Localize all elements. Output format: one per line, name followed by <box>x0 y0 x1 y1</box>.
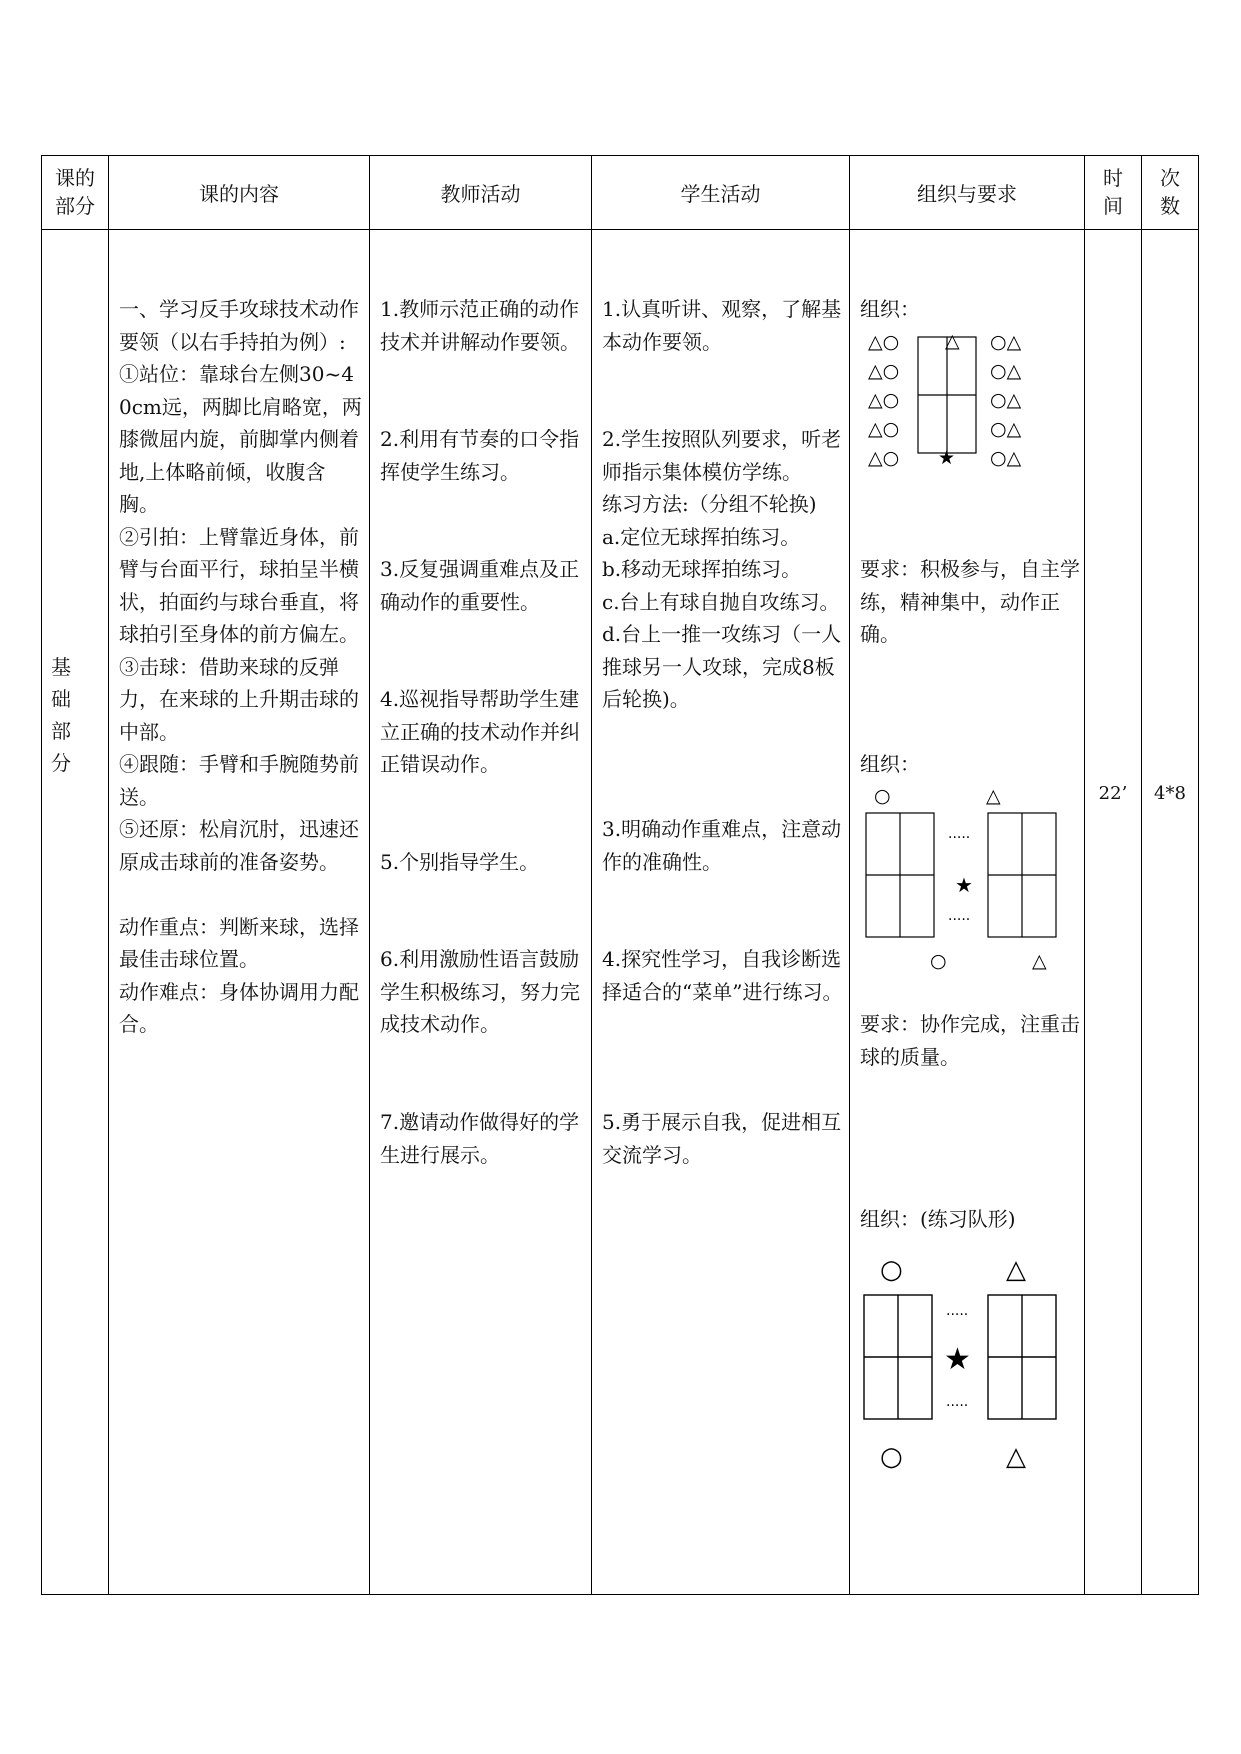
count-value: 4*8 <box>1154 783 1186 804</box>
header-time-line: 间 <box>1103 194 1123 218</box>
org-requirement-2: 要求：协作完成，注重击球的质量。 <box>860 1012 1080 1069</box>
triangle-symbol: △ <box>986 785 1001 807</box>
table-border-bottom <box>41 1594 1199 1595</box>
column-divider <box>1141 155 1142 1595</box>
org-label-1: 组织： <box>860 297 920 321</box>
teacher-activity-7: 7.邀请动作做得好的学生进行展示。 <box>380 1110 580 1167</box>
student-activity-4: 4.探究性学习，自我诊断选择适合的“菜单”进行练习。 <box>602 947 843 1004</box>
triangle-symbol: △ <box>945 330 960 352</box>
student-symbols: ○△ <box>990 360 1022 382</box>
time-value: 22’ <box>1098 783 1128 804</box>
dots: ..... <box>948 826 971 842</box>
formation-diagram-1-svg <box>860 325 1080 480</box>
circle-symbol: ○ <box>880 1255 903 1285</box>
table-border-left <box>41 155 42 1595</box>
header-teacher: 教师活动 <box>440 181 521 206</box>
teacher-activity-3: 3.反复强调重难点及正确动作的重要性。 <box>380 557 580 614</box>
column-divider <box>1084 155 1085 1595</box>
column-divider <box>369 155 370 1595</box>
header-part <box>42 155 108 229</box>
teacher-activity-1: 1.教师示范正确的动作技术并讲解动作要领。 <box>380 297 580 354</box>
lesson-content: 一、学习反手攻球技术动作要领（以右手持拍为例）: ①站位：靠球台左侧30~40cm远，两脚比肩略宽，两膝微屈内旋，前脚掌内侧着地,上体略前倾，收腹含胸。 ②引拍：上臂靠近身体，前臂与台面平行，球拍呈半横状，拍面约与球台垂直，将球拍引至身体的前方偏左。 ③击球：借助来球的反弹力，在来球的上升期击球的中部。 ④跟随：手臂和手腕随势前送。 ⑤还原：松肩沉肘，迅速还原成击球前的准备姿势。 动作重点：判断来球，选择最佳击球位置。 动作难点：身体协调用力配合。 <box>119 297 362 1036</box>
teacher-activity-2: 2.利用有节奏的口令指挥使学生练习。 <box>380 427 580 484</box>
formation-diagram-2-bottom <box>860 945 1080 975</box>
student-symbols: △○ <box>868 331 900 353</box>
student-activity-5: 5.勇于展示自我，促进相互交流学习。 <box>602 1110 842 1167</box>
formation-diagram-2-svg <box>860 780 1080 945</box>
header-divider <box>41 229 1199 230</box>
header-content: 课的内容 <box>199 181 279 206</box>
teacher-star: ★ <box>955 873 973 897</box>
student-symbols: △○ <box>868 360 900 382</box>
column-divider <box>591 155 592 1595</box>
student-symbols: ○△ <box>990 447 1022 469</box>
triangle-symbol: △ <box>1006 1442 1026 1472</box>
column-divider <box>108 155 109 1595</box>
teacher-activity-5: 5.个别指导学生。 <box>380 850 540 874</box>
section-label-char: 部 <box>51 719 71 743</box>
header-times-line: 数 <box>1160 194 1180 218</box>
header-time-line: 时 <box>1103 166 1123 190</box>
formation-diagram-3-svg <box>860 1243 1080 1473</box>
header-times-line: 次 <box>1160 166 1180 190</box>
dots: ..... <box>948 908 971 924</box>
teacher-activity-4: 4.巡视指导帮助学生建立正确的技术动作并纠正错误动作。 <box>380 687 580 776</box>
org-label-2: 组织： <box>860 752 920 776</box>
student-symbols: △○ <box>868 418 900 440</box>
student-symbols: ○△ <box>990 418 1022 440</box>
student-symbols: ○△ <box>990 389 1022 411</box>
section-label <box>51 651 75 779</box>
student-activity-2: 2.学生按照队列要求，听老师指示集体模仿学练。 练习方法:（分组不轮换) a.定位无球挥拍练习。 b.移动无球挥拍练习。 c.台上有球自抛自攻练习。 d.台上一推一攻练习（一人推球另一人攻球，完成8板后轮换)。 <box>602 427 842 711</box>
student-symbols: △○ <box>868 389 900 411</box>
teacher-star: ★ <box>938 447 956 469</box>
dots: ..... <box>946 1394 969 1410</box>
org-requirement-1: 要求：积极参与，自主学练，精神集中，动作正确。 <box>860 557 1080 646</box>
org-label-3: 组织：(练习队形) <box>860 1207 1016 1231</box>
formation-diagram-2 <box>860 780 1080 945</box>
dots: ..... <box>946 1303 969 1319</box>
formation-diagram-1 <box>860 325 1080 480</box>
triangle-symbol: △ <box>1032 950 1047 972</box>
section-label-char: 基 <box>51 655 71 679</box>
header-time <box>1085 155 1141 229</box>
formation-diagram-3 <box>860 1243 1080 1473</box>
section-label-char: 础 <box>51 687 71 711</box>
student-activity-1: 1.认真听讲、观察，了解基本动作要领。 <box>602 297 842 354</box>
student-symbols: △○ <box>868 447 900 469</box>
lesson-plan-table <box>41 155 1199 1595</box>
header-organization: 组织与要求 <box>917 181 1017 206</box>
section-label-char: 分 <box>51 751 71 775</box>
circle-symbol: ○ <box>930 950 947 972</box>
header-part-line: 课的 <box>55 166 95 190</box>
header-times <box>1142 155 1198 229</box>
column-divider <box>849 155 850 1595</box>
header-part-line: 部分 <box>55 194 95 218</box>
header-student: 学生活动 <box>680 181 761 206</box>
circle-symbol: ○ <box>874 785 891 807</box>
circle-symbol: ○ <box>880 1442 903 1472</box>
student-symbols: ○△ <box>990 331 1022 353</box>
teacher-star: ★ <box>944 1342 971 1377</box>
triangle-symbol: △ <box>1006 1255 1026 1285</box>
table-border-right <box>1198 155 1199 1595</box>
teacher-activity-6: 6.利用激励性语言鼓励学生积极练习，努力完成技术动作。 <box>380 947 580 1036</box>
student-activity-3: 3.明确动作重难点，注意动作的准确性。 <box>602 817 842 874</box>
formation-diagram-2-bottom-svg <box>860 945 1080 975</box>
